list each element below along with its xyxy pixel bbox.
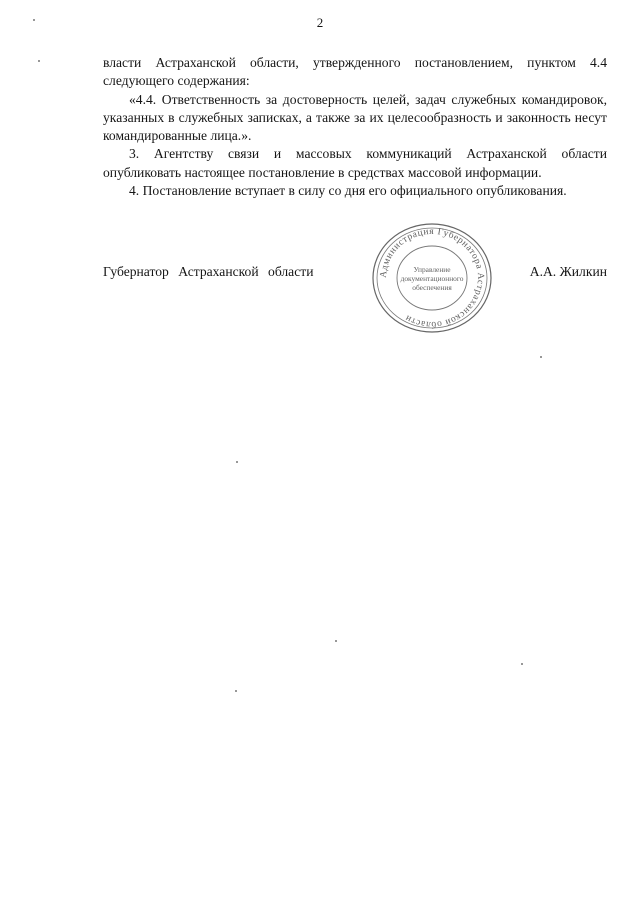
seal-ring-text: Администрация Губернатора Астраханской области bbox=[378, 226, 486, 330]
official-seal bbox=[367, 220, 497, 336]
scan-speck bbox=[33, 19, 35, 21]
paragraph-item-3: 3. Агентству связи и массовых коммуникаций Астраханской области опубликовать настоящее постановление в средствах массовой информации. bbox=[103, 146, 607, 180]
scan-speck bbox=[521, 663, 523, 665]
scan-speck bbox=[38, 60, 40, 62]
scan-speck bbox=[335, 640, 337, 642]
signature-block bbox=[103, 264, 607, 284]
scan-speck bbox=[540, 356, 542, 358]
scan-speck bbox=[235, 690, 237, 692]
page-number: 2 bbox=[316, 15, 324, 30]
seal-center-line-1: Управление bbox=[413, 265, 451, 274]
seal-center-line-2: документационного bbox=[400, 274, 464, 283]
seal-center-line-3: обеспечения bbox=[412, 283, 452, 292]
seal-stamp-icon bbox=[367, 220, 497, 336]
signatory-position: Губернатор Астраханской области bbox=[103, 264, 314, 279]
signatory-name: А.А. Жилкин bbox=[529, 264, 607, 279]
paragraph-quoted-clause: «4.4. Ответственность за достоверность целей, задач служебных командировок, указанных в служебных записках, а также за их целесообразность и законность несут командированные лица.». bbox=[103, 91, 607, 144]
paragraph-item-4: 4. Постановление вступает в силу со дня его официального опубликования. bbox=[129, 183, 567, 199]
scan-speck bbox=[236, 461, 238, 463]
paragraph-continuation: власти Астраханской области, утвержденного постановлением, пунктом 4.4 следующего содержания: bbox=[103, 55, 607, 89]
document-body bbox=[103, 54, 607, 200]
